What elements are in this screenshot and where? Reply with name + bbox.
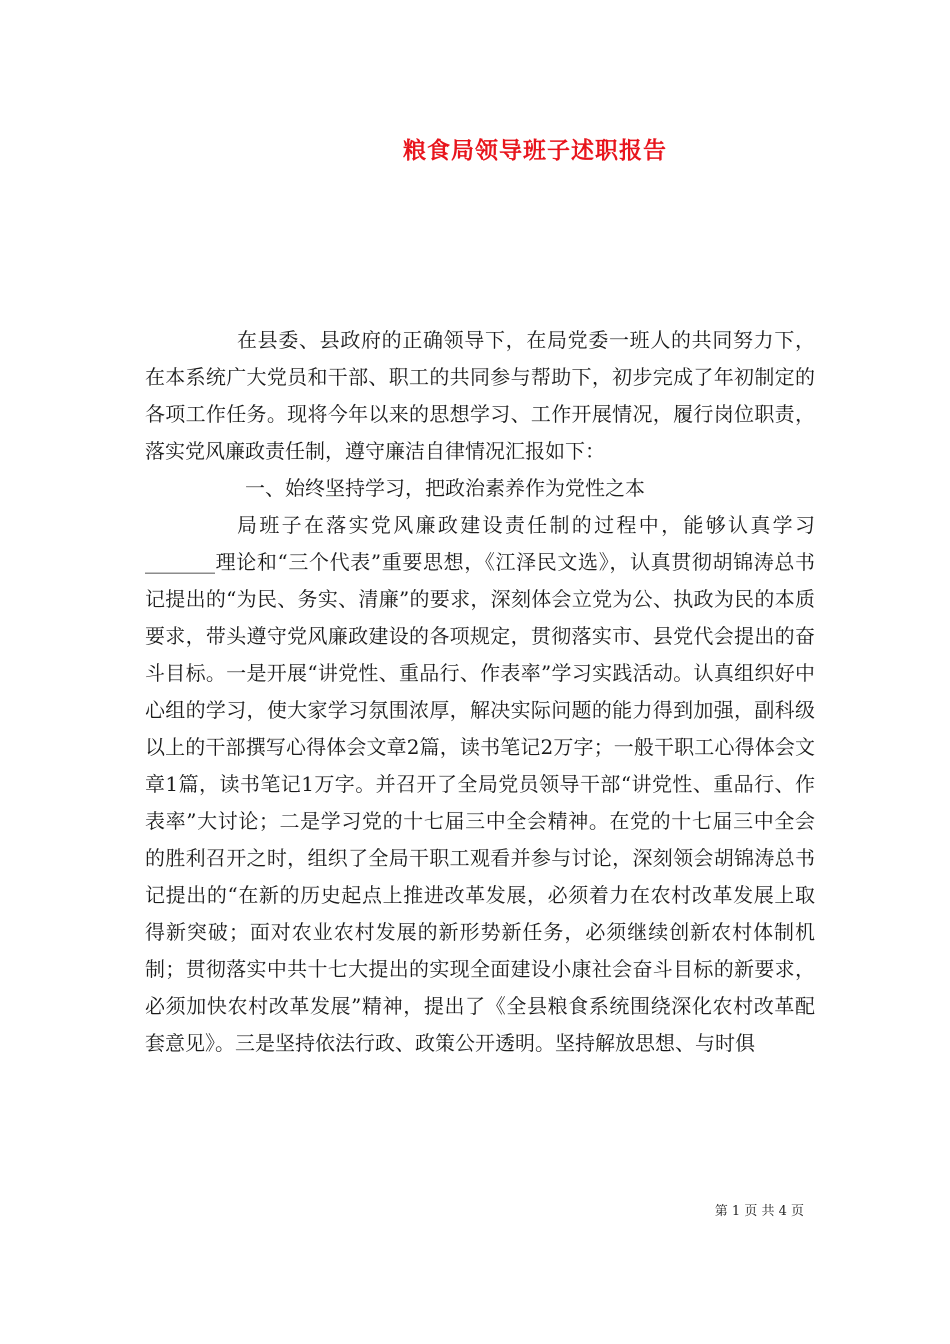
- section-paragraph: 局班子在落实党风廉政建设责任制的过程中，能够认真学习_______理论和“三个代表”重要思想，《江泽民文选》，认真贯彻胡锦涛总书记提出的“为民、务实、清廉”的要求，深刻体会立党为公、执政为民的本质要求，带头遵守党风廉政建设的各项规定，贯彻落实市、县党代会提出的奋斗目标。一是开展“讲党性、重品行、作表率”学习实践活动。认真组织好中心组的学习，使大家学习氛围浓厚，解决实际问题的能力得到加强，副科级以上的干部撰写心得体会文章2篇，读书笔记2万字；一般干职工心得体会文章1篇，读书笔记1万字。并召开了全局党员领导干部“讲党性、重品行、作表率”大讨论；二是学习党的十七届三中全会精神。在党的十七届三中全会的胜利召开之时，组织了全局干职工观看并参与讨论，深刻领会胡锦涛总书记提出的“在新的历史起点上推进改革发展，必须着力在农村改革发展上取得新突破；面对农业农村发展的新形势新任务，必须继续创新农村体制机制；贯彻落实中共十七大提出的实现全面建设小康社会奋斗目标的新要求，必须加快农村改革发展”精神，提出了《全县粮食系统围绕深化农村改革配套意见》。三是坚持依法行政、政策公开透明。坚持解放思想、与时俱: [145, 513, 815, 1055]
- page-number: 第 1 页 共 4 页: [714, 1204, 804, 1219]
- intro-paragraph: 在县委、县政府的正确领导下，在局党委一班人的共同努力下，在本系统广大党员和干部、职工的共同参与帮助下，初步完成了年初制定的各项工作任务。现将今年以来的思想学习、工作开展情况，履行岗位职责，落实党风廉政责任制，遵守廉洁自律情况汇报如下：: [145, 328, 815, 463]
- section-heading: 一、始终坚持学习，把政治素养作为党性之本: [245, 476, 645, 500]
- document-title: 粮食局领导班子述职报告: [403, 137, 667, 164]
- document-body: [145, 322, 815, 1062]
